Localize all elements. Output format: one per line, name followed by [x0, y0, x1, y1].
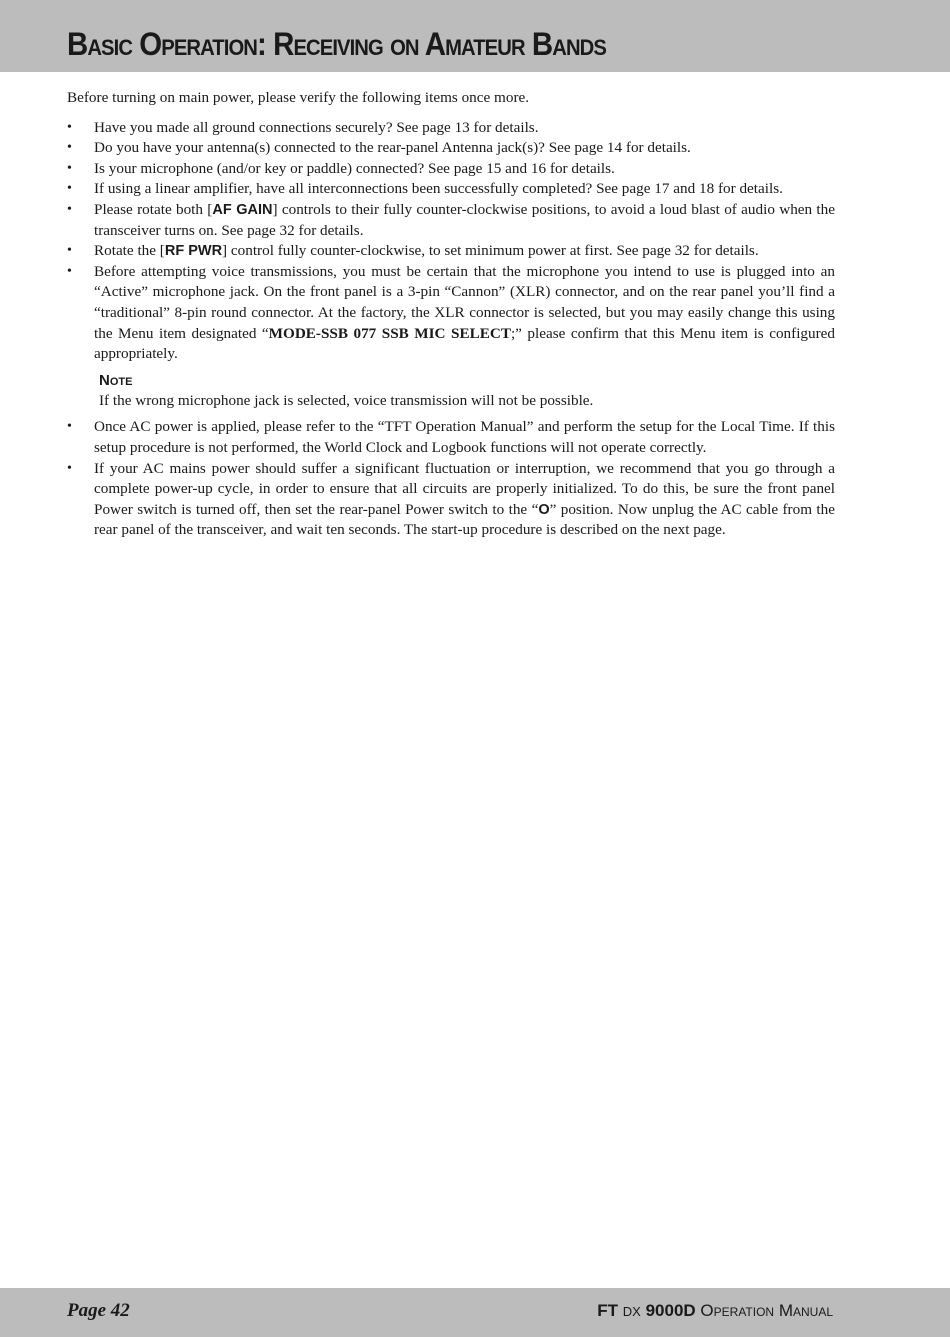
checklist-continued — [67, 417, 835, 541]
note-text: If the wrong microphone jack is selected, voice transmission will not be possible. — [99, 391, 594, 409]
list-item — [67, 200, 835, 241]
rf-pwr-key-label: RF PWR — [164, 243, 223, 260]
list-item-text: If using a linear amplifier, have all interconnections been successfully completed? See page 17 and 18 for details. — [94, 180, 783, 198]
bullet-icon: • — [67, 419, 72, 435]
note-box — [99, 371, 835, 412]
list-item — [67, 417, 835, 458]
manual-title-model: 9000D — [645, 1301, 696, 1320]
list-item — [67, 179, 835, 200]
page-title: Basic Operation: Receiving on Amateur Bands — [67, 26, 606, 62]
list-item — [67, 241, 835, 262]
note-title: Note — [99, 371, 133, 389]
list-item — [67, 118, 835, 139]
bullet-icon: • — [67, 160, 72, 176]
bullet-icon: • — [67, 181, 72, 197]
intro-paragraph: Before turning on main power, please verify the following items once more. — [67, 89, 530, 106]
list-item-text: Rotate the [ — [94, 242, 165, 260]
list-item-text: ” position. Now unplug the AC cable from the rear panel of the transceiver, and wait ten seconds. The start-up procedure is described on the next page. — [94, 500, 835, 539]
page-footer — [0, 1288, 950, 1337]
list-item-text: Once AC power is applied, please refer to the “TFT Operation Manual” and perform the setup for the Local Time. If this setup procedure is not performed, the World Clock and Logbook functions will not operate correctly. — [94, 418, 835, 456]
power-off-symbol: O — [538, 501, 550, 518]
checklist — [67, 118, 835, 365]
manual-title-ft: FT — [597, 1301, 619, 1320]
list-item-text: Have you made all ground connections securely? See page 13 for details. — [94, 118, 539, 136]
list-item-text: Before attempting voice transmissions, you must be certain that the microphone you intend to use is plugged into an “Active” microphone jack. On the front panel is a 3-pin “Cannon” (XLR) connector, and on the rear panel you’ll find a “traditional” 8-pin round connector. At the factory, the XLR connector is selected, but you may easily change this using the Menu item designated “ — [94, 262, 835, 342]
list-item-text: Is your microphone (and/or key or paddle) connected? See page 15 and 16 for details. — [94, 159, 615, 177]
list-item — [67, 459, 835, 541]
list-item-text: ;” please confirm that this Menu item is configured appropriately. — [94, 324, 835, 363]
list-item-text: ] controls to their fully counter-clockwise positions, to avoid a loud blast of audio when the transceiver turns on. See page 32 for details. — [94, 200, 835, 239]
manual-title-dx: DX — [622, 1304, 641, 1319]
af-gain-key-label: AF GAIN — [212, 201, 273, 218]
list-item — [67, 138, 835, 159]
list-item — [67, 262, 835, 365]
bullet-icon: • — [67, 201, 72, 217]
bullet-icon: • — [67, 460, 72, 476]
list-item-text: ] control fully counter-clockwise, to set minimum power at first. See page 32 for details. — [222, 242, 759, 260]
list-item — [67, 159, 835, 180]
page-number: Page 42 — [67, 1300, 130, 1321]
bullet-icon: • — [67, 140, 72, 156]
page-body — [67, 88, 835, 541]
bullet-icon: • — [67, 263, 72, 279]
manual-title — [597, 1301, 833, 1321]
manual-title-rest: Operation Manual — [700, 1301, 833, 1320]
bullet-icon: • — [67, 119, 72, 135]
page-header — [0, 0, 950, 72]
list-item-text: If your AC mains power should suffer a significant fluctuation or interruption, we recommend that you go through a complete power-up cycle, in order to ensure that all circuits are properly initialized. To do this, be sure the front panel Power switch is turned off, then set the rear-panel Power switch to the “ — [94, 459, 835, 518]
bullet-icon: • — [67, 243, 72, 259]
list-item-text: Do you have your antenna(s) connected to the rear-panel Antenna jack(s)? See page 14 for details. — [94, 139, 691, 157]
menu-item-label: MODE-SSB 077 SSB MIC SELECT — [268, 324, 511, 342]
list-item-text: Please rotate both [ — [94, 200, 213, 218]
